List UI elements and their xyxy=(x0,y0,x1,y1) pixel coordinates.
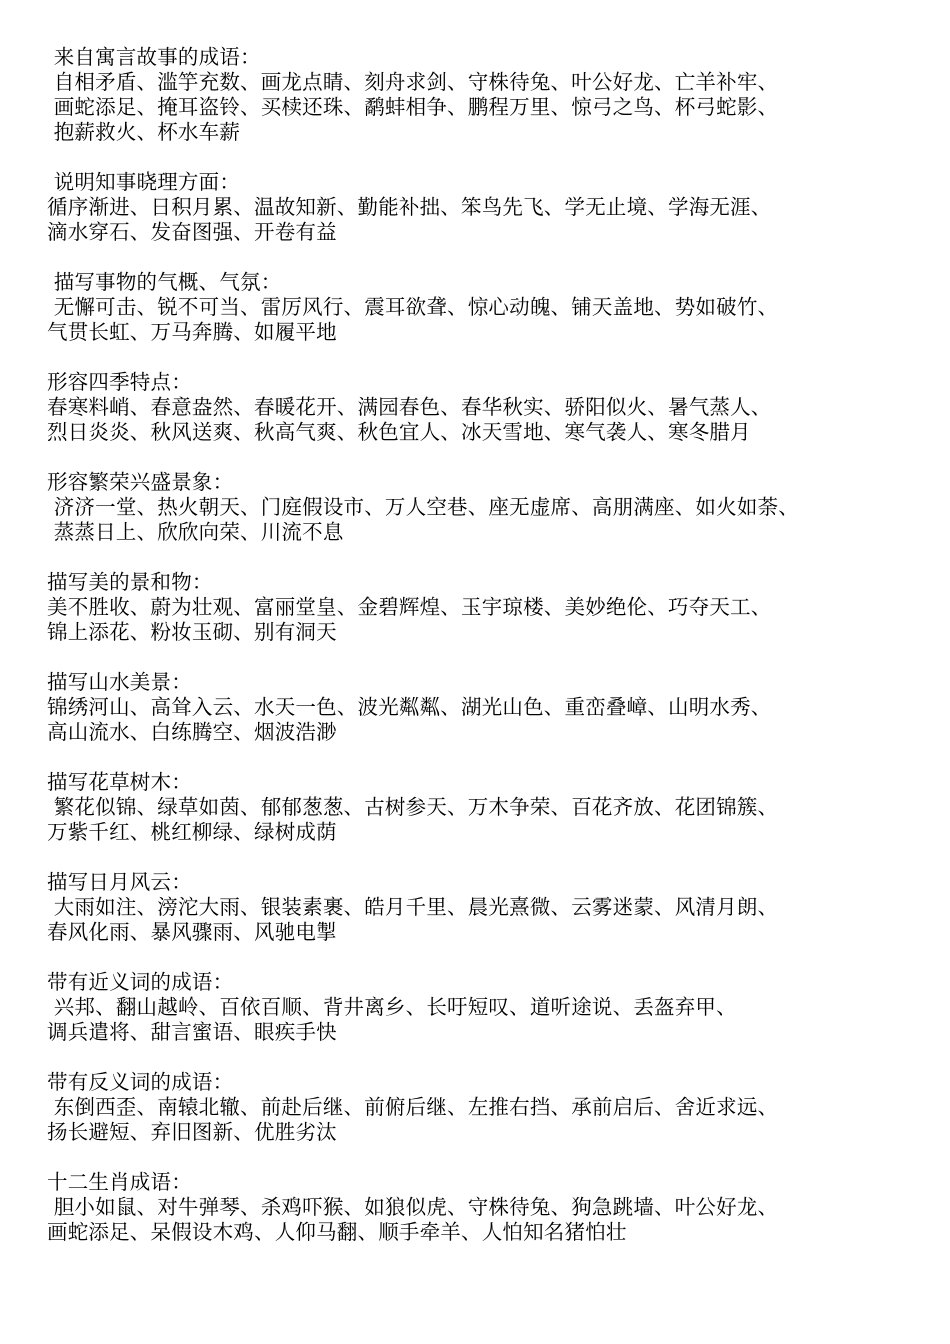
idiom-line: 万紫千红、桃红柳绿、绿树成荫 xyxy=(47,820,337,844)
section-weather-idioms xyxy=(47,870,927,945)
idiom-line: 锦绣河山、高耸入云、水天一色、波光粼粼、湖光山色、重峦叠嶂、山明水秀、 xyxy=(47,695,772,719)
idiom-line: 春风化雨、暴风骤雨、风驰电掣 xyxy=(47,920,337,944)
idiom-line: 春寒料峭、春意盎然、春暖花开、满园春色、春华秋实、骄阳似火、暑气蒸人、 xyxy=(47,395,772,419)
section-atmosphere-idioms xyxy=(47,270,927,345)
idiom-line: 美不胜收、蔚为壮观、富丽堂皇、金碧辉煌、玉宇琼楼、美妙绝伦、巧夺天工、 xyxy=(47,595,772,619)
section-heading: 带有反义词的成语： xyxy=(47,1070,234,1094)
section-gap xyxy=(47,545,927,570)
idiom-line: 济济一堂、热火朝天、门庭假设市、万人空巷、座无虚席、高朋满座、如火如荼、 xyxy=(47,495,799,519)
idiom-line: 繁花似锦、绿草如茵、郁郁葱葱、古树参天、万木争荣、百花齐放、花团锦簇、 xyxy=(47,795,779,819)
section-beauty-idioms xyxy=(47,570,927,645)
section-gap xyxy=(47,645,927,670)
idiom-line: 循序渐进、日积月累、温故知新、勤能补拙、笨鸟先飞、学无止境、学海无涯、 xyxy=(47,195,772,219)
document-page xyxy=(47,45,927,1245)
idiom-line: 气贯长虹、万马奔腾、如履平地 xyxy=(47,320,337,344)
section-heading: 描写花草树木： xyxy=(47,770,192,794)
section-gap xyxy=(47,945,927,970)
section-plants-idioms xyxy=(47,770,927,845)
section-gap xyxy=(47,745,927,770)
section-heading: 描写美的景和物： xyxy=(47,570,213,594)
section-heading: 来自寓言故事的成语： xyxy=(47,45,261,69)
section-gap xyxy=(47,1145,927,1170)
idiom-line: 锦上添花、粉妆玉砌、别有洞天 xyxy=(47,620,337,644)
idiom-line: 蒸蒸日上、欣欣向荣、川流不息 xyxy=(47,520,344,544)
idiom-line: 烈日炎炎、秋风送爽、秋高气爽、秋色宜人、冰天雪地、寒气袭人、寒冬腊月 xyxy=(47,420,751,444)
section-antonym-idioms xyxy=(47,1070,927,1145)
section-knowledge-idioms xyxy=(47,170,927,245)
idiom-line: 扬长避短、弃旧图新、优胜劣汰 xyxy=(47,1120,337,1144)
section-zodiac-idioms xyxy=(47,1170,927,1245)
idiom-line: 大雨如注、滂沱大雨、银装素裹、皓月千里、晨光熹微、云雾迷蒙、风清月朗、 xyxy=(47,895,779,919)
idiom-line: 胆小如鼠、对牛弹琴、杀鸡吓猴、如狼似虎、守株待兔、狗急跳墙、叶公好龙、 xyxy=(47,1195,779,1219)
section-gap xyxy=(47,845,927,870)
idiom-line: 画蛇添足、掩耳盗铃、买椟还珠、鹬蚌相争、鹏程万里、惊弓之鸟、杯弓蛇影、 xyxy=(47,95,779,119)
section-gap xyxy=(47,145,927,170)
section-gap xyxy=(47,345,927,370)
idiom-line: 高山流水、白练腾空、烟波浩渺 xyxy=(47,720,337,744)
idiom-line: 东倒西歪、南辕北辙、前赴后继、前俯后继、左推右挡、承前启后、舍近求远、 xyxy=(47,1095,779,1119)
section-heading: 形容四季特点： xyxy=(47,370,192,394)
section-heading: 带有近义词的成语： xyxy=(47,970,234,994)
section-heading: 十二生肖成语： xyxy=(47,1170,192,1194)
section-fable-idioms xyxy=(47,45,927,145)
section-gap xyxy=(47,245,927,270)
idiom-line: 无懈可击、锐不可当、雷厉风行、震耳欲聋、惊心动魄、铺天盖地、势如破竹、 xyxy=(47,295,779,319)
section-gap xyxy=(47,1045,927,1070)
section-heading: 说明知事晓理方面： xyxy=(47,170,241,194)
section-gap xyxy=(47,445,927,470)
idiom-line: 抱薪救火、杯水车薪 xyxy=(47,120,241,144)
section-seasons-idioms xyxy=(47,370,927,445)
idiom-line: 画蛇添足、呆假设木鸡、人仰马翻、顺手牵羊、人怕知名猪怕壮 xyxy=(47,1220,627,1244)
idiom-line: 兴邦、翻山越岭、百依百顺、背井离乡、长吁短叹、道听途说、丢盔弃甲、 xyxy=(47,995,737,1019)
section-synonym-idioms xyxy=(47,970,927,1045)
section-heading: 形容繁荣兴盛景象： xyxy=(47,470,234,494)
idiom-line: 调兵遣将、甜言蜜语、眼疾手快 xyxy=(47,1020,337,1044)
idiom-line: 自相矛盾、滥竽充数、画龙点睛、刻舟求剑、守株待兔、叶公好龙、亡羊补牢、 xyxy=(47,70,779,94)
section-landscape-idioms xyxy=(47,670,927,745)
section-heading: 描写事物的气概、气氛： xyxy=(47,270,282,294)
section-heading: 描写日月风云： xyxy=(47,870,192,894)
section-prosperity-idioms xyxy=(47,470,927,545)
idiom-line: 滴水穿石、发奋图强、开卷有益 xyxy=(47,220,337,244)
section-heading: 描写山水美景： xyxy=(47,670,192,694)
